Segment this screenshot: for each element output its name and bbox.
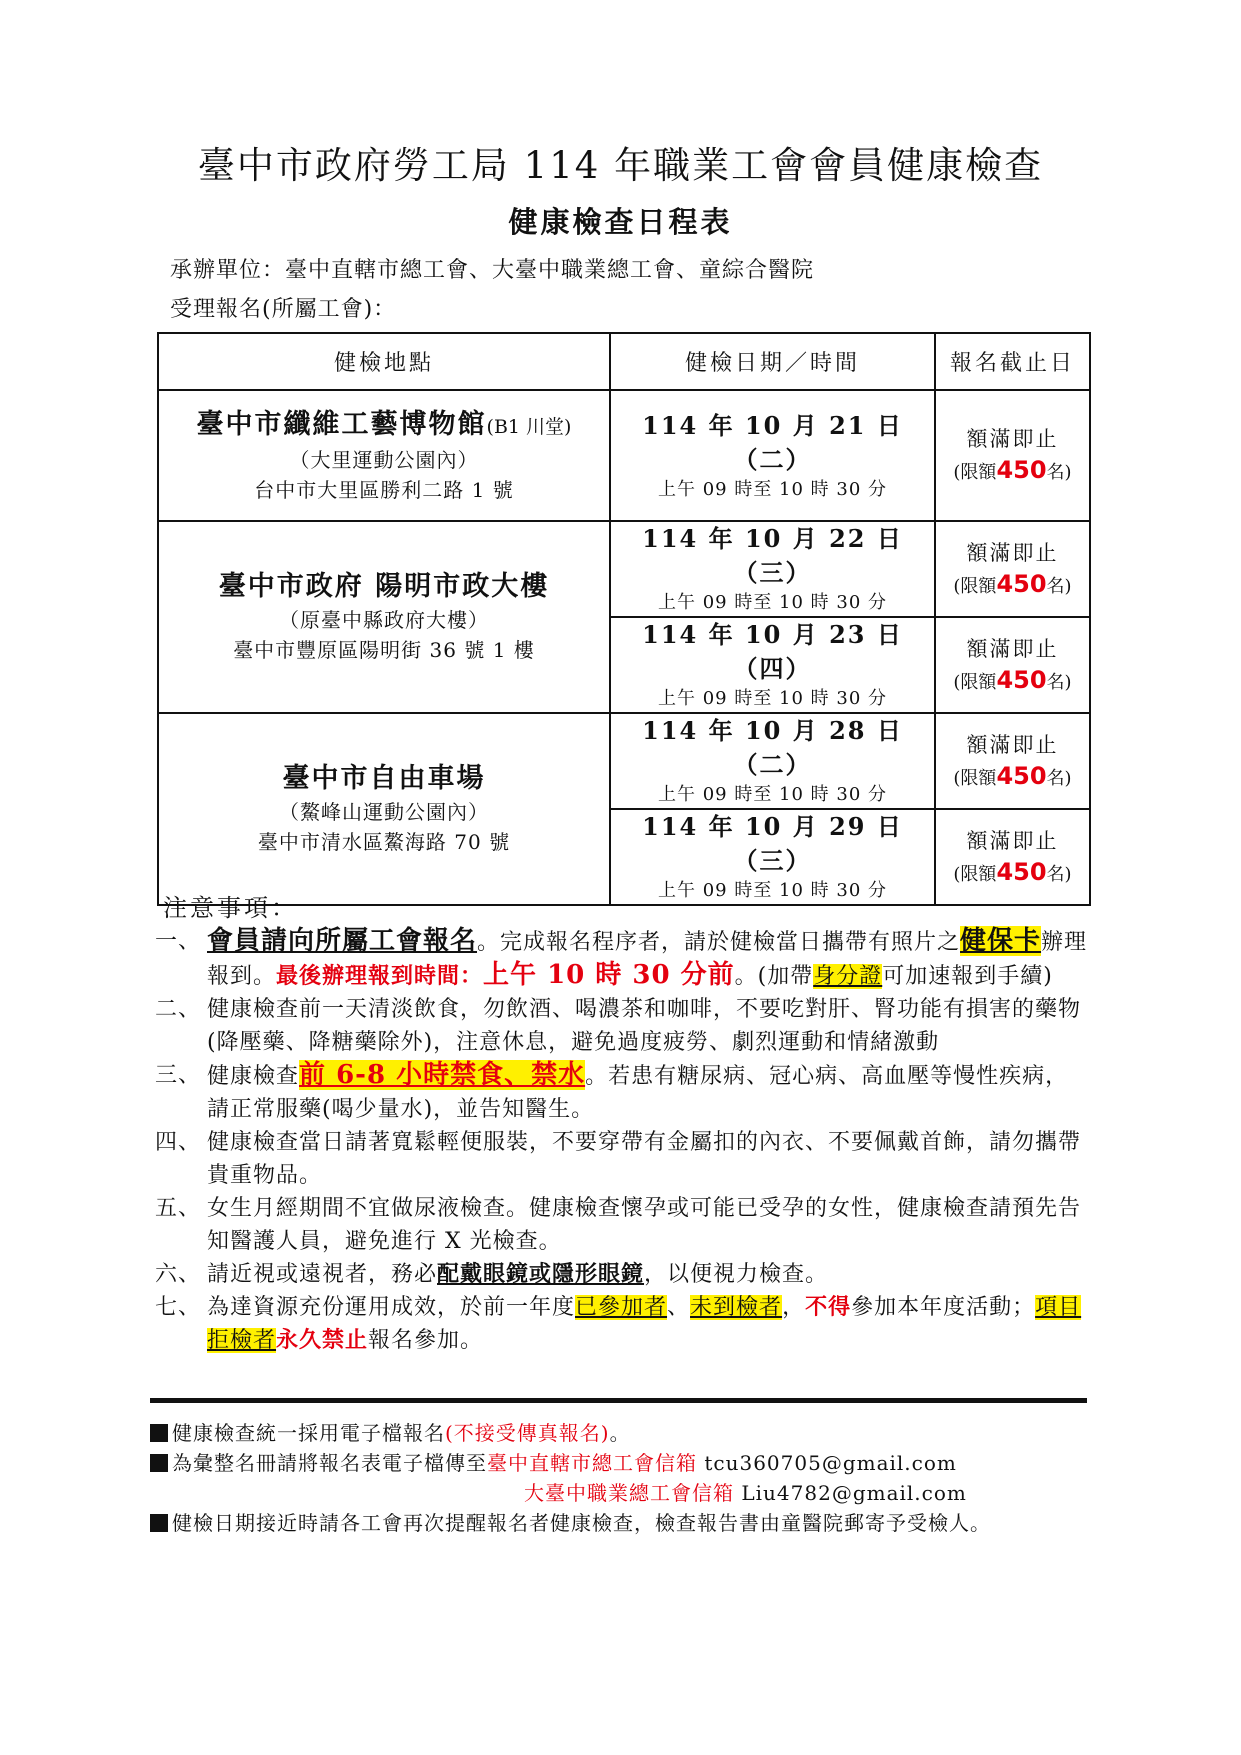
quota-number: 450 bbox=[996, 857, 1047, 886]
table-row bbox=[158, 713, 1090, 809]
quota-number: 450 bbox=[996, 456, 1047, 484]
location-name: 臺中市政府 陽明市政大樓 bbox=[218, 571, 550, 602]
email-link-tcu[interactable]: tcu360705@gmail.com bbox=[697, 1451, 957, 1475]
location-address: 台中市大里區勝利二路 1 號 bbox=[254, 477, 514, 502]
exam-date: 114 年 10 月 21 日（二） bbox=[642, 410, 903, 474]
date-cell bbox=[610, 713, 935, 809]
location-cell bbox=[158, 713, 610, 905]
quota-text: (限額450名) bbox=[953, 761, 1072, 790]
location-note: （大里運動公園內） bbox=[289, 447, 479, 472]
schedule-table bbox=[157, 332, 1091, 906]
exam-date: 114 年 10 月 22 日（三） bbox=[642, 524, 903, 587]
note-item-2: 二、 健康檢查前一天清淡飲食，勿飲酒、喝濃茶和咖啡，不要吃對肝、腎功能有損害的藥物(降壓藥、降糖藥除外)，注意休息，避免過度疲勞、劇烈運動和情緒激動 bbox=[155, 997, 1082, 1055]
note-item-4: 四、 健康檢查當日請著寬鬆輕便服裝，不要穿帶有金屬扣的內衣、不要佩戴首飾，請勿攜帶貴重物品。 bbox=[155, 1130, 1082, 1188]
footer-line-4: 健檢日期接近時請各工會再次提醒報名者健康檢查，檢查報告書由童醫院郵寄予受檢人。 bbox=[150, 1508, 1110, 1538]
footer-line-1: 健康檢查統一採用電子檔報名(不接受傳真報名)。 bbox=[150, 1418, 1110, 1448]
location-cell bbox=[158, 390, 610, 521]
note-item-7: 七、 為達資源充份運用成效，於前一年度已參加者、未到檢者，不得參加本年度活動；項目拒檢者永久禁止報名參加。 bbox=[155, 1294, 1082, 1353]
registration-line: 受理報名(所屬工會)： bbox=[170, 297, 397, 322]
square-bullet-icon bbox=[150, 1454, 168, 1472]
exam-time: 上午 09 時至 10 時 30 分 bbox=[657, 688, 888, 709]
location-name: 臺中市纖維工藝博物館(B1 川堂) bbox=[196, 408, 572, 440]
square-bullet-icon bbox=[150, 1424, 168, 1442]
header-date-time: 健檢日期／時間 bbox=[610, 333, 935, 390]
exam-time: 上午 09 時至 10 時 30 分 bbox=[657, 880, 888, 901]
header-location: 健檢地點 bbox=[158, 333, 610, 390]
deadline-text: 額滿即止 bbox=[966, 732, 1059, 757]
document-subtitle: 健康檢查日程表 bbox=[508, 205, 733, 239]
exam-date: 114 年 10 月 28 日（二） bbox=[642, 716, 903, 779]
deadline-cell bbox=[935, 390, 1090, 521]
date-cell bbox=[610, 521, 935, 617]
deadline-text: 額滿即止 bbox=[966, 540, 1059, 565]
notes-list bbox=[155, 925, 1090, 1357]
deadline-cell bbox=[935, 521, 1090, 617]
deadline-text: 額滿即止 bbox=[966, 427, 1059, 451]
section-divider bbox=[150, 1398, 1087, 1403]
footer-notes bbox=[150, 1418, 1110, 1538]
note-item-1: 一、 會員請向所屬工會報名。完成報名程序者，請於健檢當日攜帶有照片之健保卡辦理報到。最後辦理報到時間：上午 10 時 30 分前。(加帶身分證可加速報到手續) bbox=[155, 926, 1088, 990]
exam-time: 上午 09 時至 10 時 30 分 bbox=[657, 784, 888, 805]
quota-text: (限額450名) bbox=[953, 569, 1072, 598]
exam-date: 114 年 10 月 29 日（三） bbox=[642, 812, 903, 875]
notes-heading: 注意事項： bbox=[163, 894, 298, 922]
footer-line-2: 為彙整名冊請將報名表電子檔傳至臺中直轄市總工會信箱 tcu360705@gmail.com bbox=[150, 1448, 1110, 1478]
note-item-5: 五、 女生月經期間不宜做尿液檢查。健康檢查懷孕或可能已受孕的女性，健康檢查請預先告知醫護人員，避免進行 X 光檢查。 bbox=[155, 1196, 1082, 1254]
date-cell bbox=[610, 809, 935, 905]
date-cell bbox=[610, 617, 935, 713]
deadline-text: 額滿即止 bbox=[966, 636, 1059, 661]
deadline-cell bbox=[935, 809, 1090, 905]
quota-number: 450 bbox=[996, 569, 1047, 598]
table-row bbox=[158, 521, 1090, 617]
email-link-liu[interactable]: Liu4782@gmail.com bbox=[734, 1481, 967, 1505]
square-bullet-icon bbox=[150, 1514, 168, 1532]
exam-date: 114 年 10 月 23 日（四） bbox=[642, 620, 903, 683]
exam-time: 上午 09 時至 10 時 30 分 bbox=[657, 478, 888, 500]
location-note: （鰲峰山運動公園內） bbox=[279, 800, 489, 824]
note-item-6: 六、 請近視或遠視者，務必配戴眼鏡或隱形眼鏡，以便視力檢查。 bbox=[155, 1261, 829, 1287]
table-row bbox=[158, 390, 1090, 521]
document-title: 臺中市政府勞工局 114 年職業工會會員健康檢查 bbox=[197, 144, 1044, 187]
quota-number: 450 bbox=[996, 665, 1047, 694]
location-cell bbox=[158, 521, 610, 713]
location-address: 臺中市豐原區陽明街 36 號 1 樓 bbox=[233, 638, 535, 662]
deadline-text: 額滿即止 bbox=[966, 828, 1059, 853]
quota-text: (限額450名) bbox=[953, 665, 1072, 694]
exam-time: 上午 09 時至 10 時 30 分 bbox=[657, 592, 888, 613]
location-note: （原臺中縣政府大樓） bbox=[279, 608, 489, 632]
date-cell bbox=[610, 390, 935, 521]
quota-number: 450 bbox=[996, 761, 1047, 790]
deadline-cell bbox=[935, 713, 1090, 809]
organizers-line: 承辦單位：臺中直轄市總工會、大臺中職業總工會、童綜合醫院 bbox=[170, 258, 815, 283]
footer-line-3: 大臺中職業總工會信箱 Liu4782@gmail.com bbox=[524, 1481, 967, 1505]
location-address: 臺中市清水區鰲海路 70 號 bbox=[257, 830, 511, 854]
table-header-row bbox=[158, 333, 1090, 390]
header-deadline: 報名截止日 bbox=[935, 333, 1090, 390]
quota-text: (限額450名) bbox=[953, 456, 1072, 484]
quota-text: (限額450名) bbox=[953, 857, 1072, 886]
location-name: 臺中市自由車場 bbox=[282, 763, 486, 794]
deadline-cell bbox=[935, 617, 1090, 713]
note-item-3: 三、 健康檢查前 6-8 小時禁食、禁水。若患有糖尿病、冠心病、高血壓等慢性疾病，請正常服藥(喝少量水)，並告知醫生。 bbox=[155, 1060, 1069, 1122]
